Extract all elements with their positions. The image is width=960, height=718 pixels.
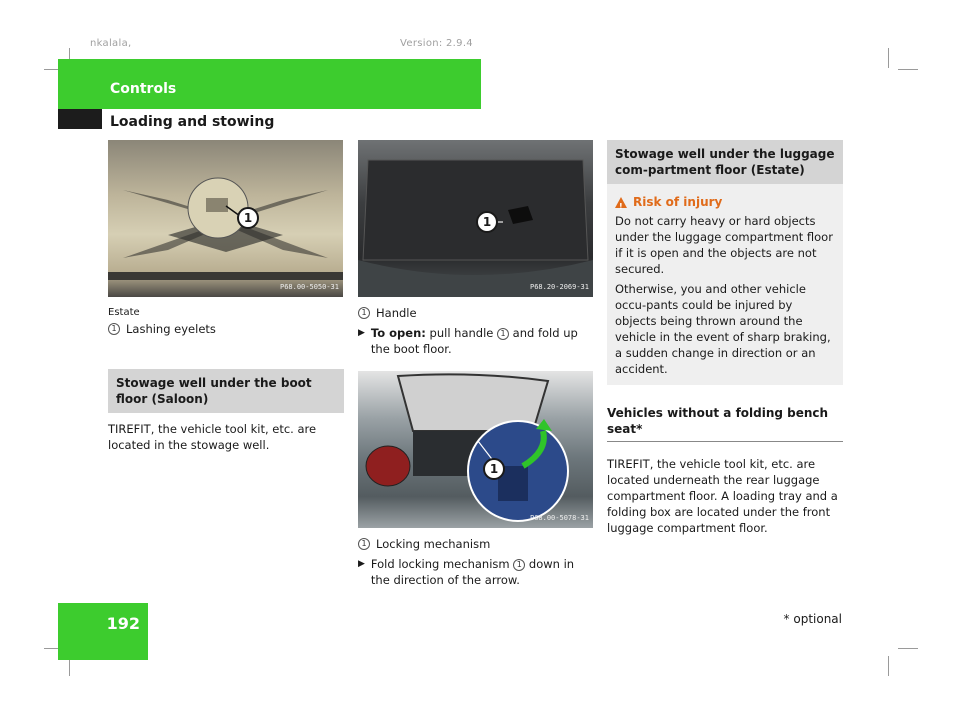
locking-mechanism-photo — [358, 371, 593, 528]
column-3 — [607, 140, 843, 536]
fold-instruction — [358, 556, 594, 588]
inline-number: 1 — [513, 559, 525, 571]
handle-caption — [358, 305, 594, 321]
caption-text: Lashing eyelets — [126, 322, 216, 336]
heading-no-bench-seat: Vehicles without a folding bench seat* — [607, 405, 843, 442]
caption-text: Locking mechanism — [376, 537, 491, 551]
crop-mark — [898, 648, 918, 649]
bullet-arrow-icon: ▶ — [358, 559, 365, 569]
crop-mark — [888, 656, 889, 676]
column-1 — [108, 140, 344, 453]
body-text: TIREFIT, the vehicle tool kit, etc. are located in the stowage well. — [108, 422, 317, 452]
warning-triangle-icon — [615, 197, 627, 208]
page-number: 192 — [106, 614, 140, 633]
warning-paragraph-2: Otherwise, you and other vehicle occu-pants could be injured by objects being thrown around the vehicle in the event of sharp braking, a sudden change in direction or an accident. — [615, 282, 831, 376]
lashing-eyelet-illustration — [108, 140, 343, 297]
caption-text: Handle — [376, 306, 417, 320]
bullet-arrow-icon: ▶ — [358, 328, 365, 338]
warning-box — [607, 184, 843, 385]
optional-note: * optional — [783, 612, 842, 626]
column-2 — [358, 140, 594, 588]
lock-caption — [358, 536, 594, 552]
open-instruction — [358, 325, 594, 357]
meta-left: nkalala, — [90, 38, 132, 49]
section-title: Loading and stowing — [110, 114, 275, 130]
saloon-boot-floor-photo — [358, 140, 593, 297]
chapter-tab — [58, 109, 102, 129]
photo-code: P68.20-2069-31 — [529, 283, 589, 291]
caption-row — [108, 321, 344, 337]
subheading-estate: Stowage well under the luggage com-partment floor (Estate) — [607, 140, 843, 184]
callout-1: 1 — [237, 207, 259, 229]
fold-text-b: down in the direction of the arrow. — [370, 557, 575, 587]
callout-1: 1 — [476, 211, 498, 233]
crop-mark — [898, 69, 918, 70]
locking-mechanism-illustration — [358, 371, 593, 528]
meta-right: Version: 2.9.4 — [400, 38, 473, 49]
callout-1: 1 — [483, 458, 505, 480]
open-text-a: pull handle — [425, 326, 498, 340]
photo-code: P68.00-5050-31 — [279, 283, 339, 291]
caption-title: Estate — [108, 307, 140, 318]
photo-code: P68.00-5078-31 — [529, 514, 589, 522]
open-label: To open: — [370, 326, 426, 340]
warning-paragraph-1: Do not carry heavy or hard objects under the luggage compartment floor if it is open and the objects are not secured. — [615, 214, 833, 276]
subheading-saloon: Stowage well under the boot floor (Saloon) — [108, 369, 344, 413]
fold-text-a: Fold locking mechanism — [370, 557, 514, 571]
warning-title-text: Risk of injury — [633, 195, 723, 209]
open-text-b: and fold up the boot floor. — [370, 326, 578, 356]
caption-number: 1 — [358, 307, 370, 319]
crop-mark — [888, 48, 889, 68]
estate-boot-photo — [108, 140, 343, 297]
inline-number: 1 — [497, 328, 509, 340]
body-text: TIREFIT, the vehicle tool kit, etc. are located underneath the rear luggage compartment floor. A loading tray and a folding box are located under the front luggage compartment floor. — [607, 457, 838, 535]
chapter-title: Controls — [110, 81, 177, 97]
caption-number: 1 — [358, 538, 370, 550]
caption-number: 1 — [108, 323, 120, 335]
warning-title — [615, 194, 835, 210]
